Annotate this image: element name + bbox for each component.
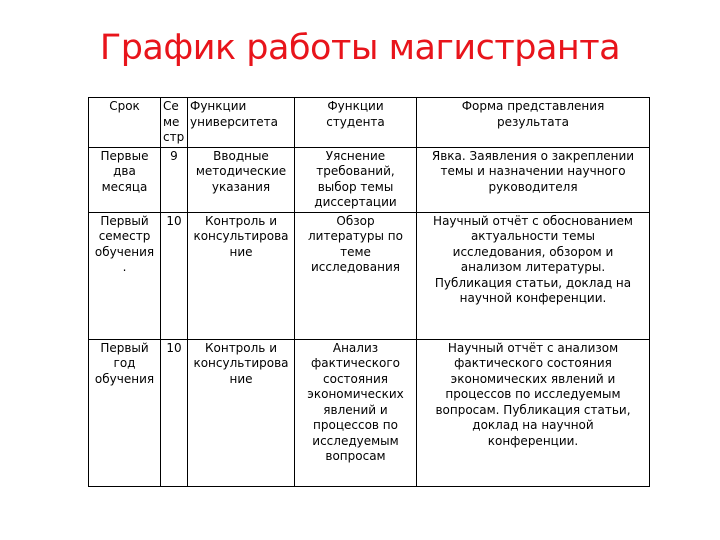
- cell-university-functions: Вводные методические указания: [188, 147, 295, 212]
- cell-term: Первые два месяца: [89, 147, 161, 212]
- cell-student-functions: Обзор литературы по теме исследования: [295, 212, 417, 339]
- cell-student-functions: Уяснение требований, выбор темы диссертации: [295, 147, 417, 212]
- table-row: [89, 147, 650, 212]
- cell-student-functions: Анализ фактического состояния экономических явлений и процессов по исследуемым вопросам: [295, 339, 417, 486]
- header-result-form: Форма представления результата: [417, 98, 650, 148]
- cell-university-functions: Контроль и консультирова ние: [188, 212, 295, 339]
- table-row: [89, 339, 650, 486]
- cell-result-form: Явка. Заявления о закреплении темы и назначении научного руководителя: [417, 147, 650, 212]
- cell-term: Первый семестр обучения .: [89, 212, 161, 339]
- header-term: Срок: [89, 98, 161, 148]
- page-title: График работы магистранта: [99, 28, 621, 68]
- table-header-row: [89, 98, 650, 148]
- cell-result-form: Научный отчёт с обоснованием актуальности темы исследования, обзором и анализом литературы. Публикация статьи, доклад на научной конференции.: [417, 212, 650, 339]
- header-semester: Се ме стр: [161, 98, 188, 148]
- header-university-functions: Функции университета: [188, 98, 295, 148]
- cell-university-functions: Контроль и консультирова ние: [188, 339, 295, 486]
- header-student-functions: Функции студента: [295, 98, 417, 148]
- cell-semester: 10: [161, 339, 188, 486]
- table-row: [89, 212, 650, 339]
- cell-result-form: Научный отчёт с анализом фактического состояния экономических явлений и процессов по исследуемым вопросам. Публикация статьи, доклад на научной конференции.: [417, 339, 650, 486]
- cell-semester: 10: [161, 212, 188, 339]
- cell-term: Первый год обучения: [89, 339, 161, 486]
- cell-semester: 9: [161, 147, 188, 212]
- schedule-table: [88, 97, 650, 487]
